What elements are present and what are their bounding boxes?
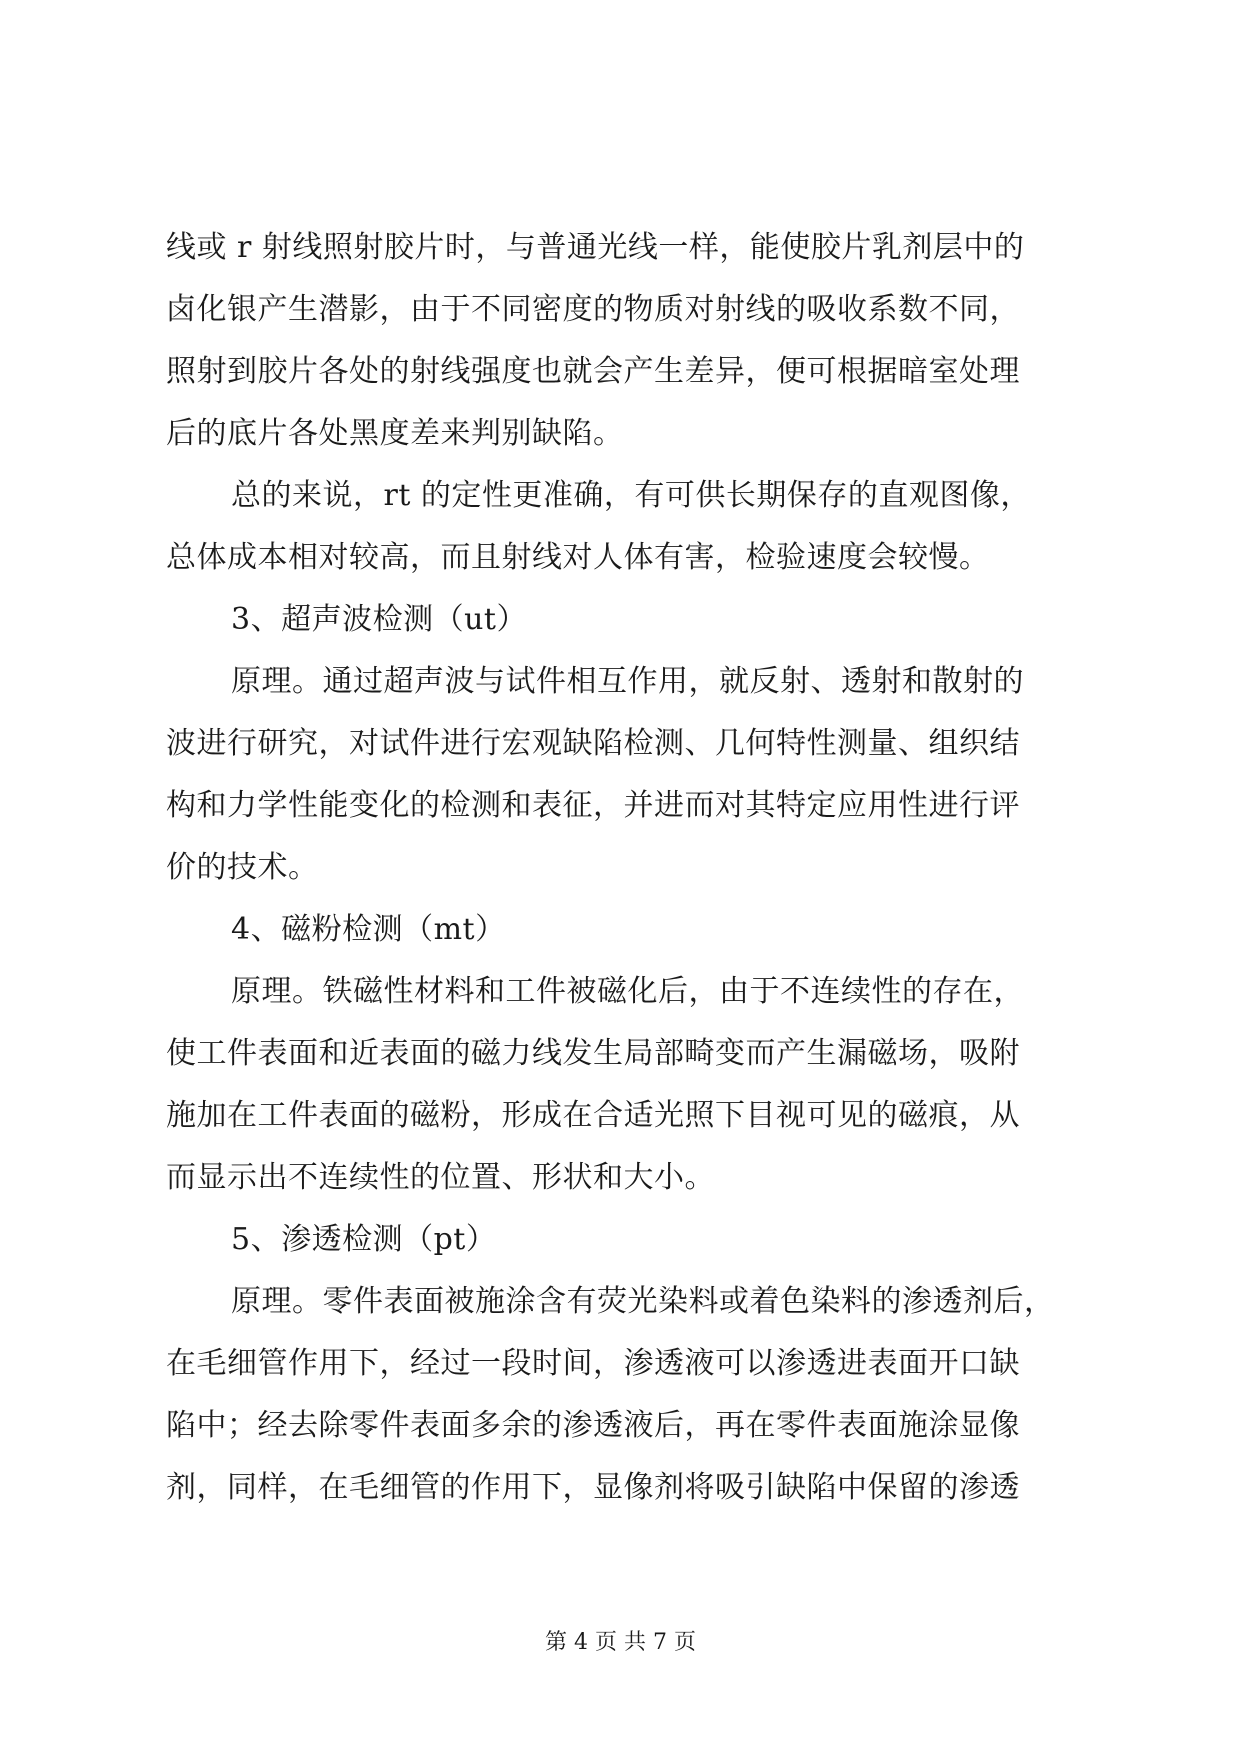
text-line: 陷中；经去除零件表面多余的渗透液后，再在零件表面施涂显像 xyxy=(166,1408,1020,1443)
text-line: 波进行研究，对试件进行宏观缺陷检测、几何特性测量、组织结 xyxy=(166,726,1020,761)
text-line: 施加在工件表面的磁粉，形成在合适光照下目视可见的磁痕，从 xyxy=(166,1098,1020,1133)
text-line: 原理。零件表面被施涂含有荧光染料或着色染料的渗透剂后， xyxy=(231,1284,1055,1319)
text-line: 照射到胶片各处的射线强度也就会产生差异，便可根据暗室处理 xyxy=(166,354,1020,389)
text-line: 而显示出不连续性的位置、形状和大小。 xyxy=(166,1160,715,1195)
text-line: 后的底片各处黑度差来判别缺陷。 xyxy=(166,416,624,451)
text-line: 卤化银产生潜影，由于不同密度的物质对射线的吸收系数不同， xyxy=(166,292,1020,327)
text-line: 原理。铁磁性材料和工件被磁化后，由于不连续性的存在， xyxy=(231,974,1024,1009)
text-line: 使工件表面和近表面的磁力线发生局部畸变而产生漏磁场，吸附 xyxy=(166,1036,1020,1071)
text-line: 线或 r 射线照射胶片时，与普通光线一样，能使胶片乳剂层中的 xyxy=(166,230,1025,265)
text-line: 总的来说，rt 的定性更准确，有可供长期保存的直观图像， xyxy=(231,478,1031,513)
section-heading: 4、磁粉检测（mt） xyxy=(231,912,506,947)
text-line: 构和力学性能变化的检测和表征，并进而对其特定应用性进行评 xyxy=(166,788,1020,823)
text-line: 价的技术。 xyxy=(166,850,319,885)
text-line: 在毛细管作用下，经过一段时间，渗透液可以渗透进表面开口缺 xyxy=(166,1346,1020,1381)
page-number: 第 4 页 共 7 页 xyxy=(545,1630,696,1655)
text-line: 总体成本相对较高，而且射线对人体有害，检验速度会较慢。 xyxy=(166,540,990,575)
section-heading: 3、超声波检测（ut） xyxy=(231,602,527,637)
text-line: 原理。通过超声波与试件相互作用，就反射、透射和散射的 xyxy=(231,664,1024,699)
text-line: 剂，同样，在毛细管的作用下，显像剂将吸引缺陷中保留的渗透 xyxy=(166,1470,1020,1505)
section-heading: 5、渗透检测（pt） xyxy=(231,1222,497,1257)
